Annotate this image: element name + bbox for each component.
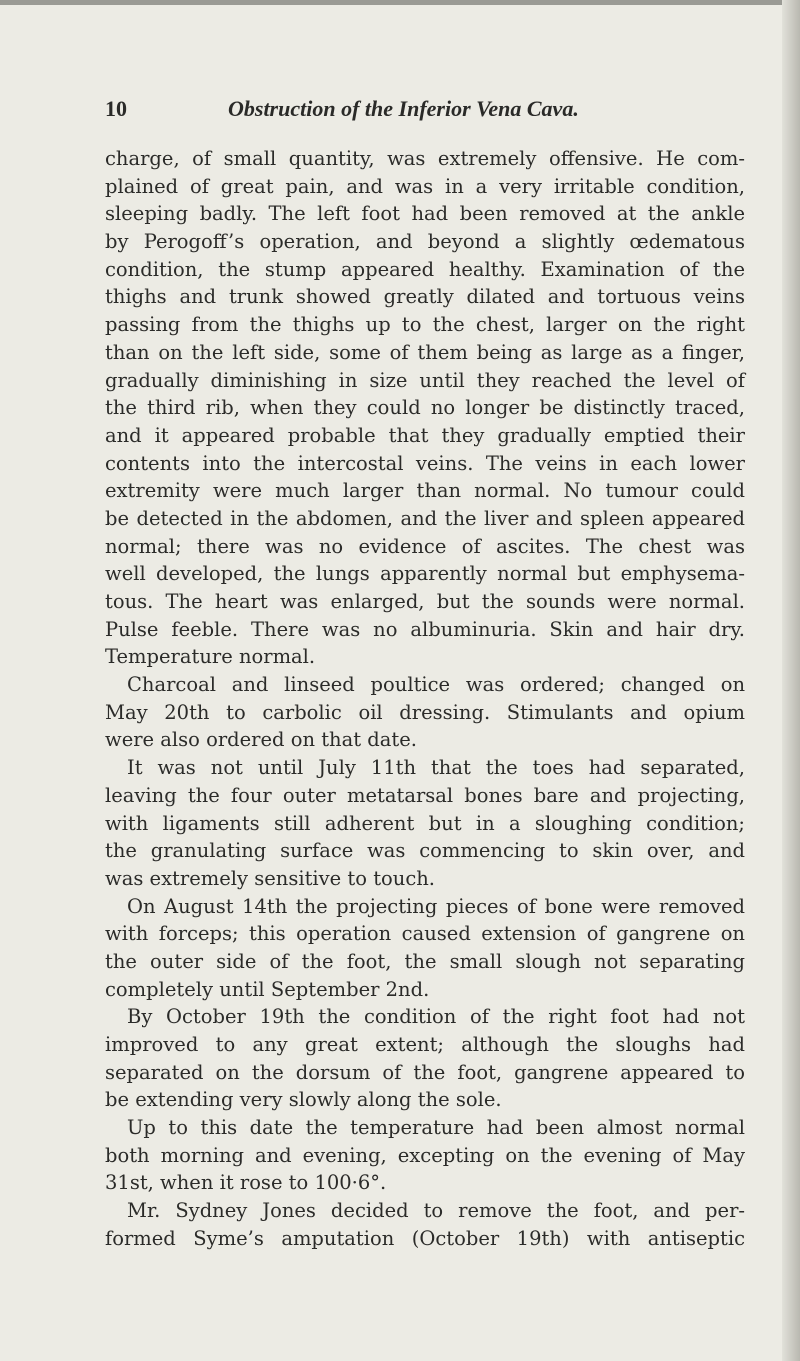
text-line: well developed, the lungs apparently normal but emphysema- [105,562,745,586]
text-line: 31st, when it rose to 100·6°. [105,1171,387,1195]
text-line: and it appeared probable that they gradually emptied their [105,423,745,447]
text-line: both morning and evening, excepting on the evening of May [105,1143,745,1167]
text-line: tous. The heart was enlarged, but the sounds were normal. [105,590,745,613]
text-line: was extremely sensitive to touch. [105,866,436,890]
text-line: the outer side of the foot, the small slough not separating [105,949,745,973]
text-line: plained of great pain, and was in a very irritable condition, [105,174,745,198]
text-line: May 20th to carbolic oil dressing. Stimulants and opium [105,700,745,724]
text-line: By October 19th the condition of the right foot had not [127,1005,745,1029]
text-line: with forceps; this operation caused extension of gangrene on [105,922,745,946]
text-line: Charcoal and linseed poultice was ordered; changed on [127,673,745,697]
text-line: be detected in the abdomen, and the liver and spleen appeared [105,506,745,530]
text-line: sleeping badly. The left foot had been removed at the ankle [105,202,745,226]
text-line: be extending very slowly along the sole. [105,1088,502,1112]
text-line: were also ordered on that date. [105,728,417,752]
text-line: the third rib, when they could no longer be distinctly traced, [105,396,745,420]
text-line: Up to this date the temperature had been almost normal [127,1116,745,1140]
text-line: charge, of small quantity, was extremely offensive. He com- [105,147,745,170]
text-line: It was not until July 11th that the toes had separated, [127,756,745,780]
running-title: Obstruction of the Inferior Vena Cava. [228,96,579,121]
text-line: gradually diminishing in size until they reached the level of [105,368,745,392]
page-edge-shadow [782,0,800,1361]
text-line: improved to any great extent; although the sloughs had [105,1033,745,1056]
text-line: contents into the intercostal veins. The veins in each lower [105,451,745,475]
text-line: formed Syme’s amputation (October 19th) with antiseptic [105,1226,745,1250]
text-line: with ligaments still adherent but in a sloughing condition; [105,811,745,835]
body-text [105,145,745,1253]
top-rule [0,0,800,5]
text-line: Mr. Sydney Jones decided to remove the foot, and per- [127,1199,745,1223]
text-line: normal; there was no evidence of ascites. The chest was [105,534,745,558]
text-line: thighs and trunk showed greatly dilated and tortuous veins [105,285,745,309]
running-header [105,96,745,128]
text-line: On August 14th the projecting pieces of bone were removed [127,894,745,918]
text-line: Pulse feeble. There was no albuminuria. Skin and hair dry. [105,617,745,641]
text-line: Temperature normal. [105,645,316,669]
text-line: completely until September 2nd. [105,977,430,1001]
text-line: by Perogoff’s operation, and beyond a slightly œdematous [105,230,745,254]
text-line: passing from the thighs up to the chest, larger on the right [105,313,745,337]
text-line: the granulating surface was commencing to skin over, and [105,839,745,863]
text-line: extremity were much larger than normal. No tumour could [105,479,745,503]
text-line: condition, the stump appeared healthy. Examination of the [105,257,745,281]
page-number: 10 [105,96,127,121]
text-line: leaving the four outer metatarsal bones bare and projecting, [105,783,745,807]
text-line: separated on the dorsum of the foot, gangrene appeared to [105,1060,745,1084]
text-line: than on the left side, some of them being as large as a finger, [105,340,745,364]
